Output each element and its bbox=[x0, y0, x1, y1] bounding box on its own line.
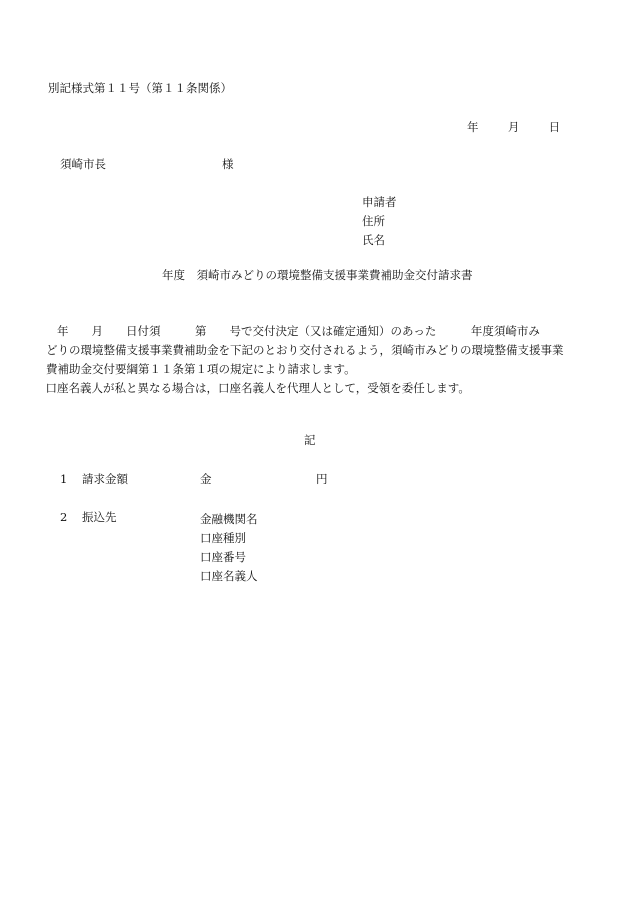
item-number: 2 bbox=[60, 510, 68, 524]
body-line-4: 口座名義人が私と異なる場合は，口座名義人を代理人として，受領を委任します。 bbox=[34, 381, 470, 395]
document-title: 年度 須崎市みどりの環境整備支援事業費補助金交付請求書 bbox=[162, 268, 473, 282]
item-transfer-destination bbox=[60, 510, 360, 590]
applicant-address-label: 住所 bbox=[362, 214, 385, 228]
applicant-label: 申請者 bbox=[362, 195, 397, 209]
date-year: 年 bbox=[467, 120, 479, 134]
account-type-label: 口座種別 bbox=[200, 531, 246, 545]
body-line-1: 年 月 日付須 第 号で交付決定（又は確定通知）のあった 年度須崎市み bbox=[34, 324, 540, 338]
amount-suffix: 円 bbox=[316, 472, 328, 486]
addressee bbox=[60, 157, 234, 171]
transfer-destination-label: 振込先 bbox=[82, 510, 117, 524]
addressee-name: 須崎市長 bbox=[60, 157, 106, 171]
claim-amount-label: 請求金額 bbox=[82, 472, 128, 486]
account-number-label: 口座番号 bbox=[200, 550, 246, 564]
applicant-block bbox=[362, 193, 397, 250]
date-day: 日 bbox=[548, 120, 561, 134]
bank-name-label: 金融機関名 bbox=[200, 512, 258, 526]
form-number-label: 別記様式第１１号（第１１条関係） bbox=[48, 81, 232, 95]
ki-heading: 記 bbox=[304, 433, 316, 447]
addressee-honorific: 様 bbox=[222, 157, 234, 171]
amount-prefix: 金 bbox=[200, 472, 212, 486]
body-line-2: どりの環境整備支援事業費補助金を下記のとおり交付されるよう，須崎市みどりの環境整備支援事業 bbox=[46, 343, 564, 357]
item-claim-amount bbox=[60, 472, 360, 486]
applicant-name-label: 氏名 bbox=[362, 233, 385, 247]
bank-fields bbox=[200, 510, 258, 586]
request-body bbox=[34, 322, 579, 398]
date-line bbox=[467, 120, 560, 134]
date-month: 月 bbox=[507, 120, 520, 134]
body-line-3: 費補助金交付要綱第１１条第１項の規定により請求します。 bbox=[46, 362, 356, 376]
item-number: 1 bbox=[60, 472, 68, 486]
account-holder-label: 口座名義人 bbox=[200, 569, 258, 583]
